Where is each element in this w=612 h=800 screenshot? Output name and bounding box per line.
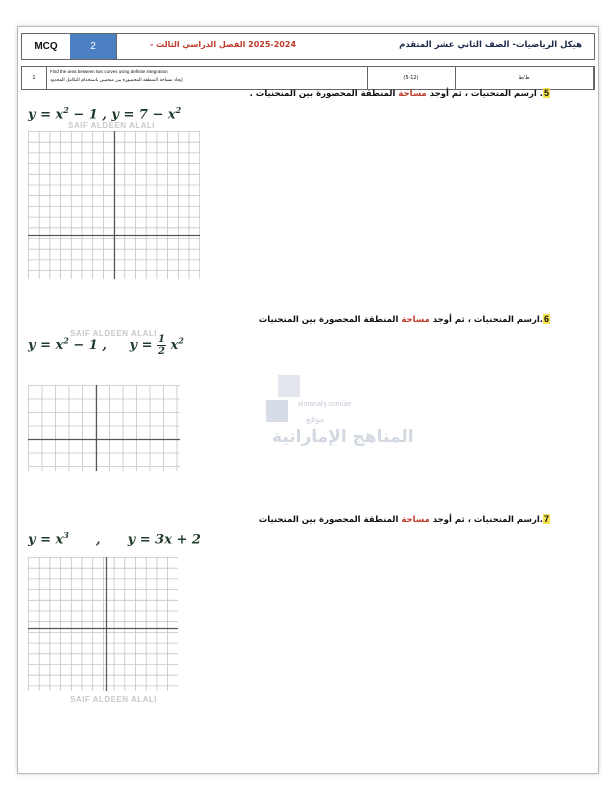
worksheet-number: 2 [70,34,117,59]
graph-grid-q7 [28,557,178,691]
author-watermark: SAIF ALDEEN ALALI [70,329,158,338]
logo-square-icon [266,400,288,422]
outcome-book: ط/ط [455,67,594,89]
question-number: 5 [543,88,549,98]
worksheet-page [17,26,599,774]
worksheet-title: هيكل الرياضيات- الصف الثاني عشر المتقدم [399,40,582,50]
outcome-pages: (5-12) [367,67,456,89]
author-watermark: SAIF ALDEEN ALALI [70,695,158,704]
site-url: almanahj.com/ae [298,401,352,408]
outcome-description [46,67,368,89]
outcome-description-en: Find the area between two curves using definite integration [50,69,168,74]
question-7-equation: $y = x^3$ , y = 3x + 2 [28,530,201,548]
question-number: 7 [543,514,549,524]
mcq-label: MCQ [22,34,71,59]
graph-grid-q5 [28,131,200,279]
term-label: 2025-2024 الفصل الدراسي الثالث - [150,40,297,49]
question-5: 5. ارسم المنحنيات ، ثم أوجد مساحة المنطقة المحصورة بين المنحنيات . [249,88,549,99]
site-watermark [266,375,414,455]
question-7: 7.ارسم المنحنيات ، ثم أوجد مساحة المنطقة المحصورة بين المنحنيات [258,514,549,525]
outcome-description-ar: إيجاد مساحة المنطقة المحصورة بين منحنيين باستخدام التكامل المحدود [50,78,183,83]
site-name-big: المناهج الإماراتية [272,427,414,447]
question-6-equation: $y = x^2 - 1$ , y = $\frac{1}{2}$ $x^2$ [28,334,184,357]
question-6: 6.ارسم المنحنيات ، ثم أوجد مساحة المنطقة المحصورة بين المنحنيات [258,314,549,325]
question-5-equation: $y = x^2 - 1$ , $y = 7 - x^2$ [28,105,182,123]
site-name-small: موقع [306,415,325,425]
outcome-index: 1 [22,67,47,89]
learning-outcome-row [21,66,595,90]
author-watermark: SAIF ALDEEN ALALI [68,121,156,130]
logo-square-icon [278,375,300,397]
header-bar [21,33,595,60]
question-number: 6 [543,314,549,324]
graph-grid-q6 [28,385,180,471]
